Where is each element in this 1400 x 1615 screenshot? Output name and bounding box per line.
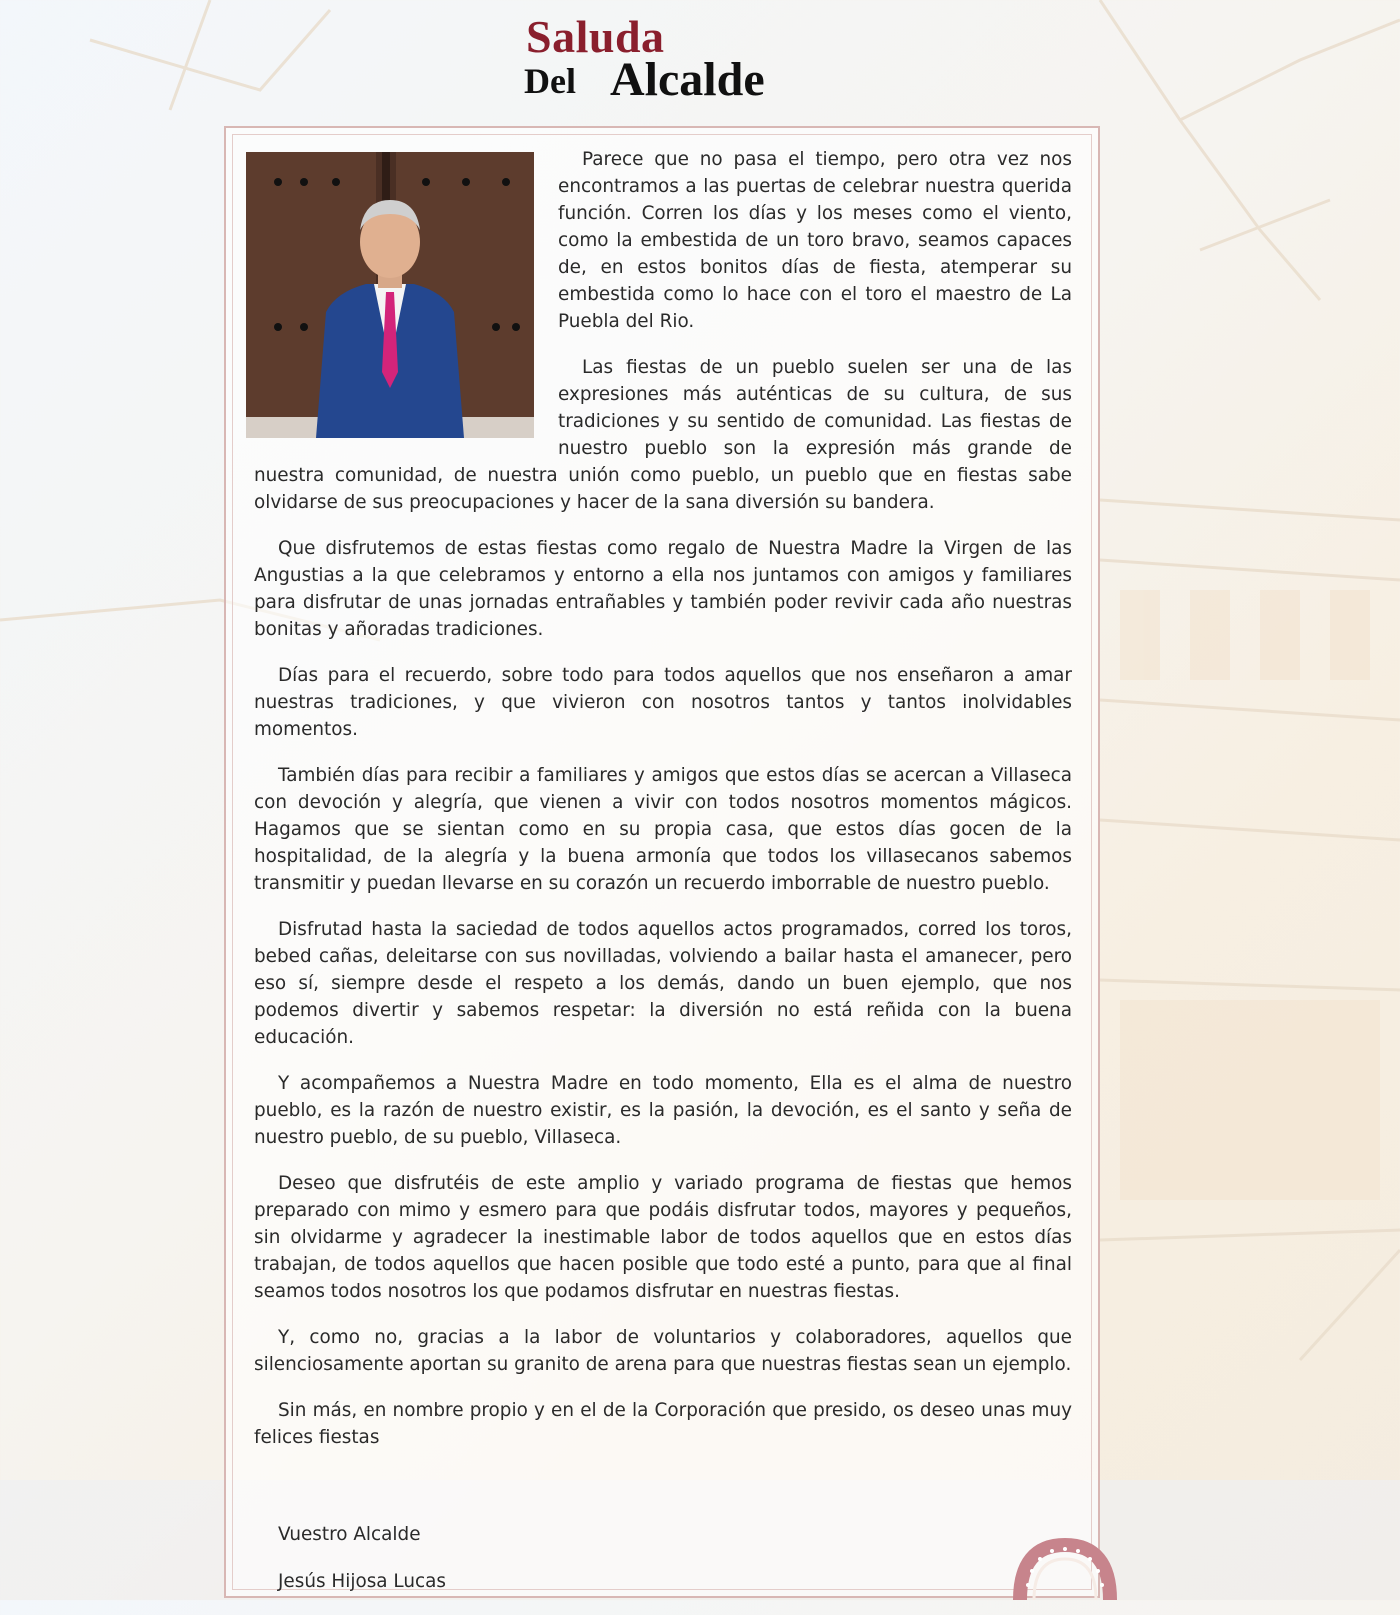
title-line1: Saluda — [526, 11, 665, 62]
paragraph: Las fiestas de un pueblo suelen ser una de las expresiones más auténticas de su cultura, de sus tradiciones y su sentido de comunidad. Las fiestas de nuestro pueblo son la expresión más grande de nuestra comunidad, de nuestra unión como pueblo, un pueblo que en fiestas sabe olvidarse de sus preocupaciones y hacer de la sana diversión su bandera. — [254, 357, 1072, 513]
page-title — [520, 10, 820, 110]
paragraph: Deseo que disfrutéis de este amplio y variado programa de fiestas que hemos preparado con mimo y esmero para que podáis disfrutar todos, mayores y pequeños, sin olvidarme y agradecer la inestimable labor de todos aquellos que en estos días trabajan, de todos aquellos que hacen posible que todo esté a punto, para que al final seamos todos nosotros los que podamos disfrutar en nuestras fiestas. — [254, 1173, 1072, 1302]
letter-body — [254, 146, 1072, 1615]
signature-role: Vuestro Alcalde — [278, 1524, 421, 1545]
paragraph: Que disfrutemos de estas fiestas como regalo de Nuestra Madre la Virgen de las Angustias a la que celebramos y entorno a ella nos juntamos con amigos y familiares para disfrutar de unas jornadas entrañables y también poder revivir cada año nuestras bonitas y añoradas tradiciones. — [254, 538, 1072, 640]
paragraph: Y, como no, gracias a la labor de voluntarios y colaboradores, aquellos que silenciosamente aportan su granito de arena para que nuestras fiestas sean un ejemplo. — [254, 1327, 1072, 1375]
paragraph: Disfrutad hasta la saciedad de todos aquellos actos programados, corred los toros, bebed cañas, deleitarse con sus novilladas, volviendo a bailar hasta el amanecer, pero eso sí, siempre desde el respeto a los demás, dando un buen ejemplo, que nos podemos divertir y sabemos respetar: la diversión no está reñida con la buena educación. — [254, 919, 1072, 1048]
signature-block — [254, 1521, 1072, 1595]
paragraph: Sin más, en nombre propio y en el de la Corporación que presido, os deseo unas muy felices fiestas — [254, 1400, 1072, 1448]
paragraph: Días para el recuerdo, sobre todo para todos aquellos que nos enseñaron a amar nuestras tradiciones, y que vivieron con nosotros tantos y tantos inolvidables momentos. — [254, 665, 1072, 740]
emblem-icon — [1010, 1535, 1120, 1600]
paragraph: Y acompañemos a Nuestra Madre en todo momento, Ella es el alma de nuestro pueblo, es la razón de nuestro existir, es la pasión, la devoción, es el santo y seña de nuestro pueblo, de su pueblo, Villaseca. — [254, 1073, 1072, 1148]
signature-name: Jesús Hijosa Lucas — [278, 1571, 446, 1592]
title-line2-main: Alcalde — [610, 53, 765, 106]
title-line2-prefix: Del — [524, 61, 576, 101]
mayor-portrait-illustration — [246, 152, 534, 438]
paragraph: También días para recibir a familiares y amigos que estos días se acercan a Villaseca con devoción y alegría, que vienen a vivir con todos nosotros momentos mágicos. Hagamos que se sientan como en su propia casa, que estos días gocen de la hospitalidad, de la alegría y la buena armonía que todos los villasecanos sabemos transmitir y puedan llevarse en su corazón un recuerdo imborrable de nuestro pueblo. — [254, 765, 1072, 894]
paragraph: Parece que no pasa el tiempo, pero otra vez nos encontramos a las puertas de celebrar nuestra querida función. Corren los días y los meses como el viento, como la embestida de un toro bravo, seamos capaces de, en estos bonitos días de fiesta, atemperar su embestida como lo hace con el toro el maestro de La Puebla del Rio. — [558, 149, 1072, 332]
mayor-photo — [246, 152, 534, 438]
